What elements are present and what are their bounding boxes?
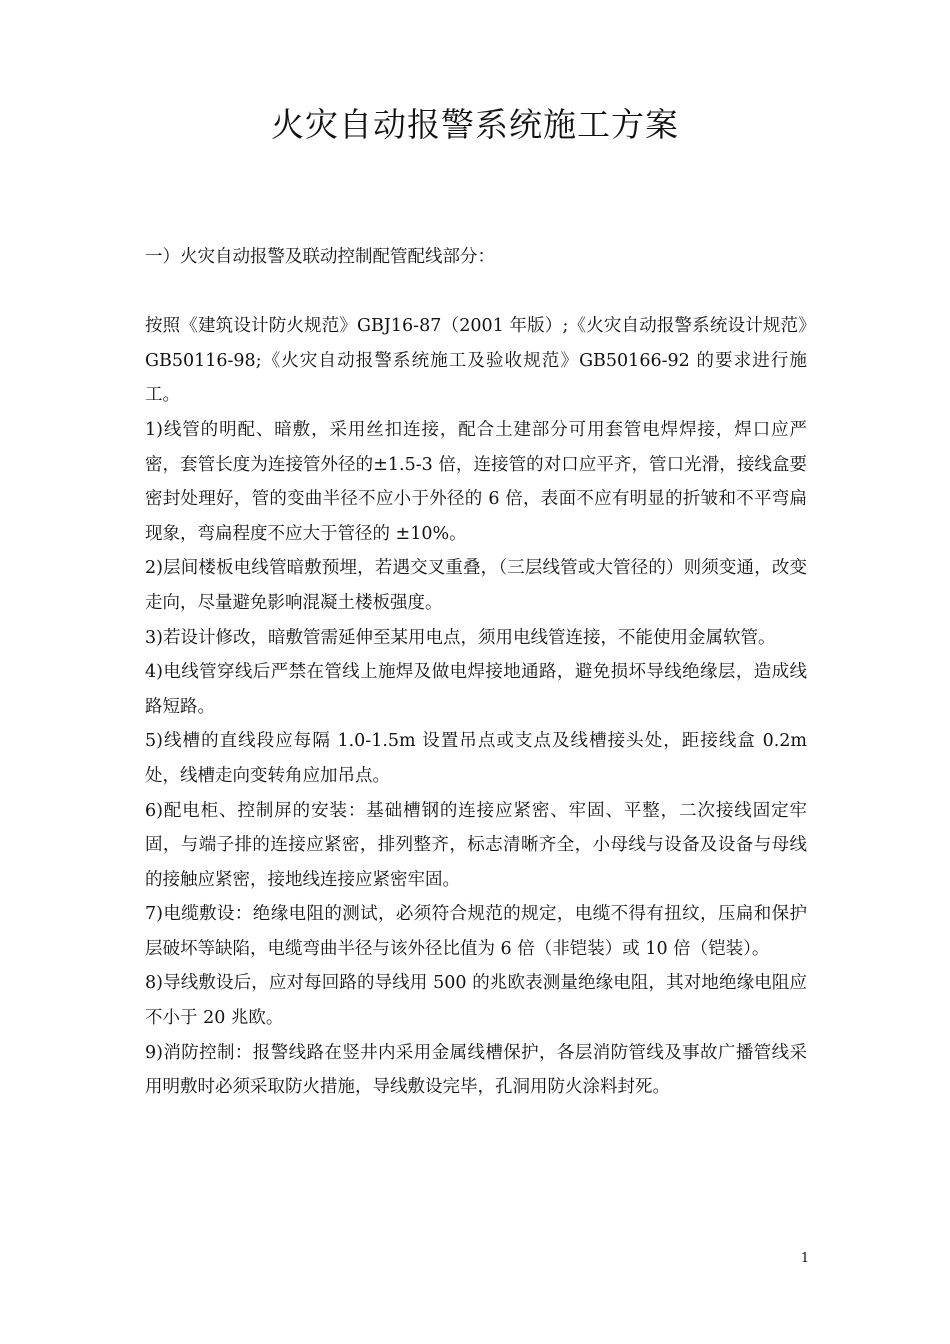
item-paragraph-2: 2)层间楼板电线管暗敷预埋，若遇交叉重叠，（三层线管或大管径的）则须变通，改变走向，尽量避免影响混凝土楼板强度。 (145, 558, 807, 613)
section-heading: 一）火灾自动报警及联动控制配管配线部分： (145, 247, 495, 267)
item-paragraph-7: 7)电缆敷设：绝缘电阻的测试，必须符合规范的规定，电缆不得有扭纹，压扁和保护层破坏等缺陷，电缆弯曲半径与该外径比值为 6 倍（非铠装）或 10 倍（铠装）。 (145, 904, 807, 959)
item-paragraph-9: 9)消防控制：报警线路在竖井内采用金属线槽保护，各层消防管线及事故广播管线采用明敷时必须采取防火措施，导线敷设完毕，孔洞用防火涂料封死。 (145, 1042, 807, 1098)
item-paragraph-1: 1)线管的明配、暗敷，采用丝扣连接，配合土建部分可用套管电焊焊接，焊口应严密，套管长度为连接管外径的±1.5-3 倍，连接管的对口应平齐，管口光滑，接线盒要密封处理好，管的变曲半径不应小于外径的 6 倍，表面不应有明显的折皱和不平弯扁现象，弯扁程度不应大于管径的 ±10%。 (145, 419, 807, 544)
document-body (145, 240, 807, 1105)
document-title: 火灾自动报警系统施工方案 (271, 105, 679, 144)
item-paragraph-5: 5)线槽的直线段应每隔 1.0-1.5m 设置吊点或支点及线槽接头处，距接线盒 0.2m处，线槽走向变转角应加吊点。 (145, 731, 807, 786)
intro-paragraph: 按照《建筑设计防火规范》GBJ16-87（2001 年版）;《火灾自动报警系统设计规范》GB50116-98;《火灾自动报警系统施工及验收规范》GB50166-92 的要求进行施工。 (145, 316, 807, 406)
item-paragraph-3: 3)若设计修改，暗敷管需延伸至某用电点，须用电线管连接，不能使用金属软管。 (145, 627, 776, 648)
page-number: 1 (800, 1251, 810, 1266)
item-paragraph-8: 8)导线敷设后，应对每回路的导线用 500 的兆欧表测量绝缘电阻，其对地绝缘电阻应不小于 20 兆欧。 (145, 973, 807, 1029)
item-paragraph-6: 6)配电柜、控制屏的安装：基础槽钢的连接应紧密、牢固、平整，二次接线固定牢固，与端子排的连接应紧密，排列整齐，标志清晰齐全，小母线与设备及设备与母线的接触应紧密，接地线连接应紧密牢固。 (145, 800, 807, 890)
item-paragraph-4: 4)电线管穿线后严禁在管线上施焊及做电焊接地通路，避免损坏导线绝缘层，造成线路短路。 (145, 662, 807, 717)
